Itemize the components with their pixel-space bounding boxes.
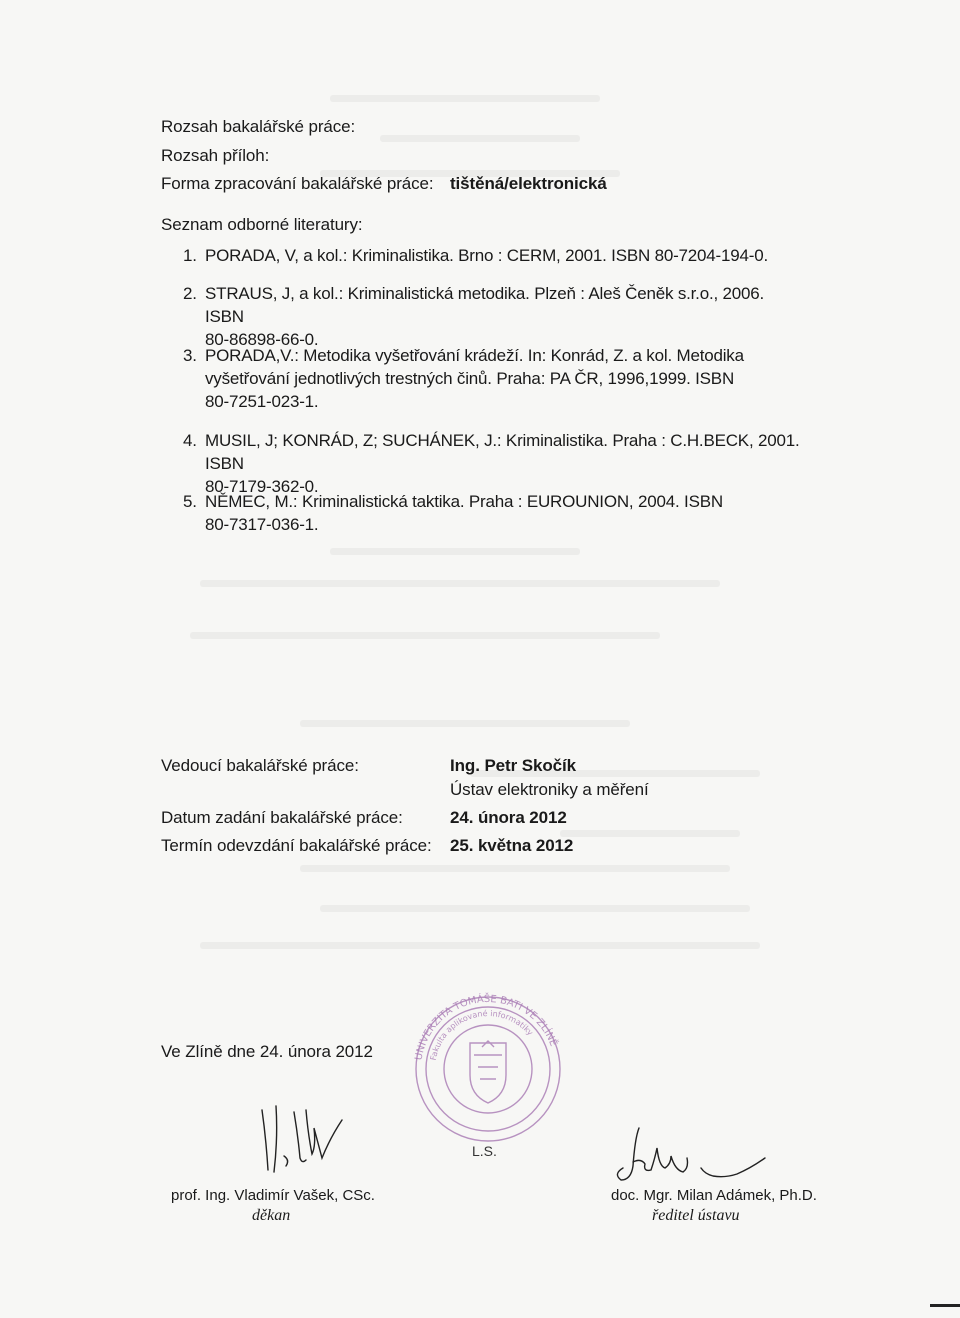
literature-item-text: STRAUS, J, a kol.: Kriminalistická metodika. Plzeň : Aleš Čeněk s.r.o., 2006. ISBN 80-86898-66-0.	[205, 284, 765, 349]
literature-item-text: NĚMEC, M.: Kriminalistická taktika. Praha : EUROUNION, 2004. ISBN 80-7317-036-1.	[205, 492, 723, 534]
due-date-label: Termín odevzdání bakalářské práce:	[161, 836, 432, 855]
attachments-label: Rozsah příloh:	[161, 146, 270, 165]
literature-heading: Seznam odborné literatury:	[161, 215, 363, 234]
official-stamp	[408, 985, 568, 1155]
due-date-value: 25. května 2012	[450, 836, 574, 855]
form-value: tištěná/elektronická	[450, 174, 607, 193]
dean-title: děkan	[252, 1207, 291, 1224]
literature-item-number: 1.	[183, 246, 197, 265]
director-name: doc. Mgr. Milan Adámek, Ph.D.	[611, 1187, 817, 1204]
supervisor-institute: Ústav elektroniky a měření	[450, 780, 649, 799]
literature-item-text: MUSIL, J; KONRÁD, Z; SUCHÁNEK, J.: Kriminalistika. Praha : C.H.BECK, 2001. ISBN 80-7179-362-0.	[205, 431, 800, 496]
stamp-label: L.S.	[472, 1143, 497, 1159]
stamp-ring-text: UNIVERZITA TOMÁŠE BATI VE ZLÍNĚ	[413, 993, 559, 1062]
supervisor-name: Ing. Petr Skočík	[450, 756, 576, 775]
form-label: Forma zpracování bakalářské práce:	[161, 174, 434, 193]
literature-item-number: 3.	[183, 346, 197, 365]
literature-item-number: 4.	[183, 431, 197, 450]
literature-item-text: PORADA,V.: Metodika vyšetřování krádeží. In: Konrád, Z. a kol. Metodika vyšetřování jednotlivých trestných činů. Praha: PA ČR, 1996,1999. ISBN 80-7251-023-1.	[205, 346, 744, 411]
assigned-date-value: 24. února 2012	[450, 808, 567, 827]
literature-item-text: PORADA, V, a kol.: Kriminalistika. Brno : CERM, 2001. ISBN 80-7204-194-0.	[205, 246, 769, 265]
director-signature	[605, 1118, 775, 1190]
place-date: Ve Zlíně dne 24. února 2012	[161, 1042, 373, 1061]
scope-label: Rozsah bakalářské práce:	[161, 117, 356, 136]
scan-edge-mark	[930, 1304, 960, 1307]
assigned-date-label: Datum zadání bakalářské práce:	[161, 808, 403, 827]
dean-signature	[250, 1098, 360, 1178]
literature-item-number: 2.	[183, 284, 197, 303]
director-title: ředitel ústavu	[652, 1207, 740, 1224]
supervisor-label: Vedoucí bakalářské práce:	[161, 756, 359, 775]
dean-name: prof. Ing. Vladimír Vašek, CSc.	[171, 1187, 375, 1204]
literature-item-number: 5.	[183, 492, 197, 511]
stamp-inner-text: Fakulta aplikované informatiky	[428, 1008, 535, 1062]
